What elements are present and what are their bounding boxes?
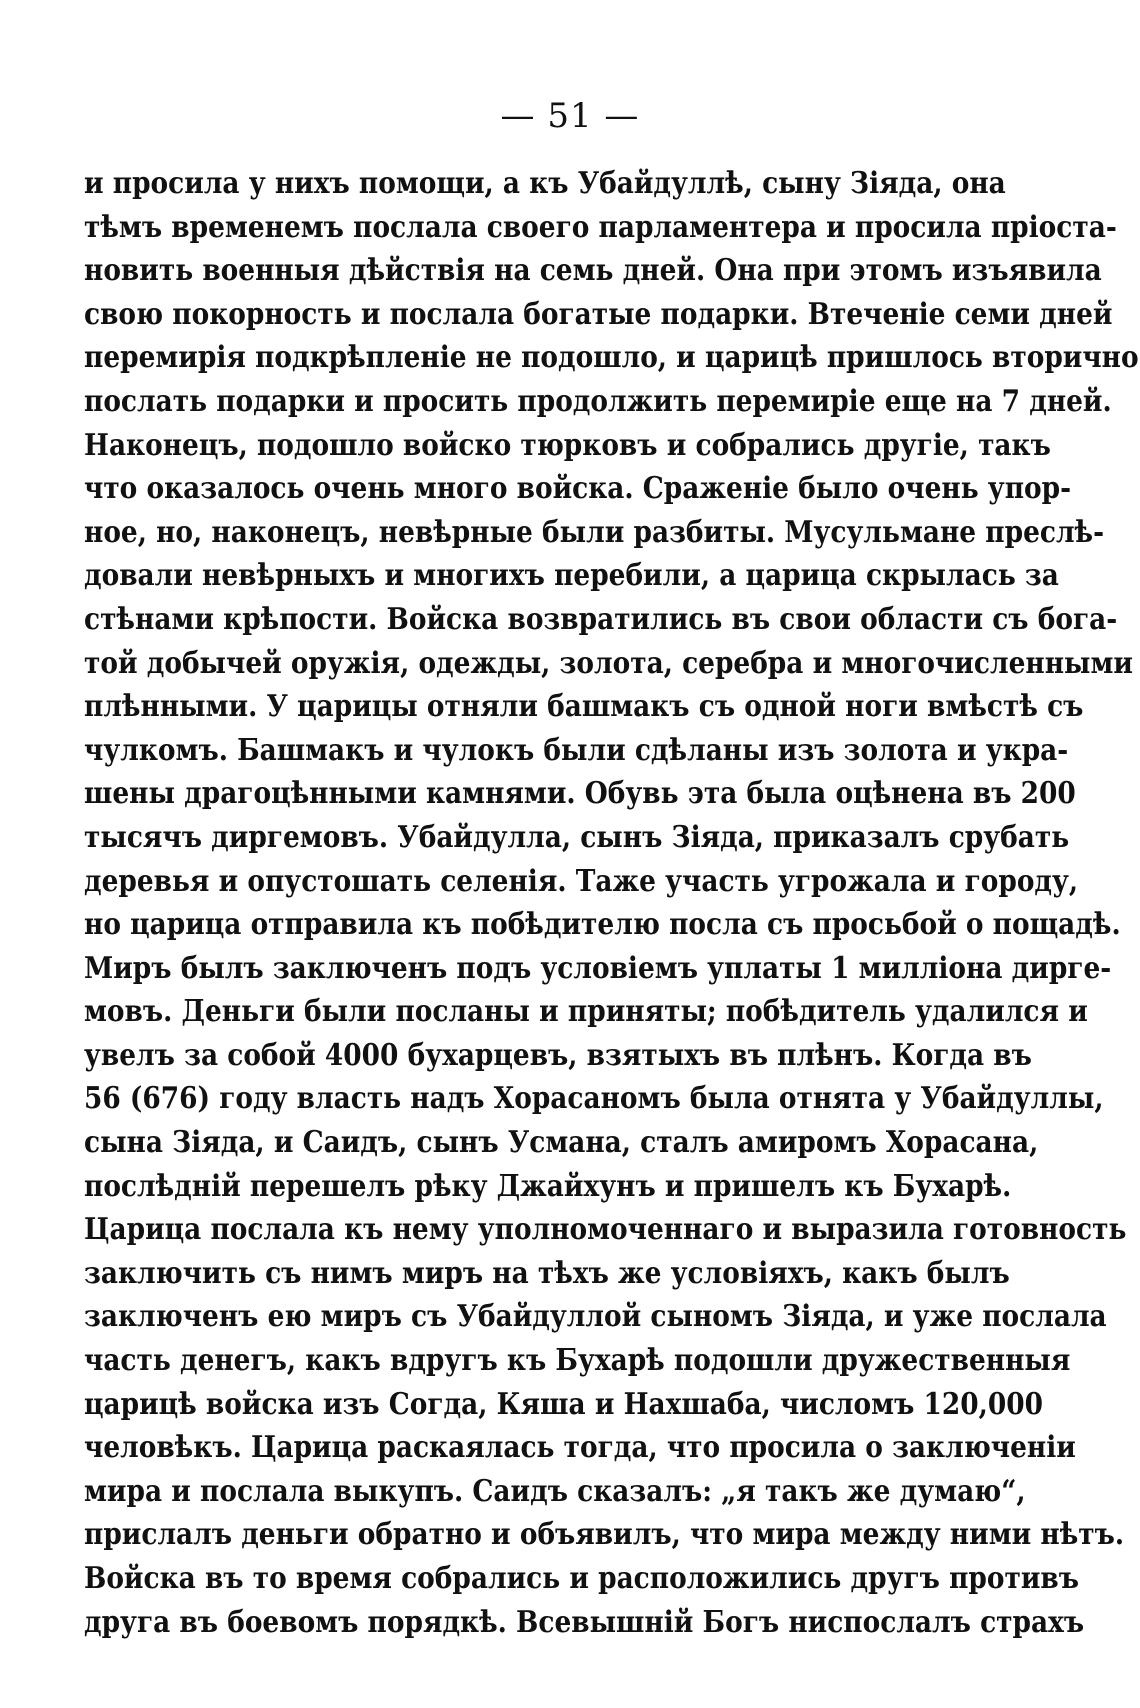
text-line: Наконецъ, подошло войско тюрковъ и собрались другіе, такъ [84,427,1051,463]
text-line: новить военныя дѣйствія на семь дней. Она при этомъ изъявила [84,253,1102,289]
text-line: 56 (676) году власть надъ Хорасаномъ была отнята у Убайдуллы, [84,1081,1104,1117]
text-line: шены драгоцѣнными камнями. Обувь эта была оцѣнена въ 200 [84,776,1076,812]
text-line: человѣкъ. Царица раскаялась тогда, что просила о заключеніи [84,1430,1076,1466]
text-line: часть денегъ, какъ вдругъ къ Бухарѣ подошли дружественныя [84,1343,1071,1379]
text-line: перемирія подкрѣпленіе не подошло, и царицѣ пришлось вторично [84,340,1139,376]
text-line: что оказалось очень много войска. Сраженіе было очень упор- [84,471,1072,507]
text-line: плѣнными. У царицы отняли башмакъ съ одной ноги вмѣстѣ съ [84,689,1084,725]
text-line: сына Зіяда, и Саидъ, сынъ Усмана, сталъ амиромъ Хорасана, [84,1125,1039,1161]
text-line: тысячъ диргемовъ. Убайдулла, сынъ Зіяда, приказалъ срубать [84,819,1070,855]
text-line: и просила у нихъ помощи, а къ Убайдуллѣ, сыну Зіяда, она [84,166,1006,201]
page-number: — 51 — [500,96,640,136]
text-line: заключенъ ею миръ съ Убайдуллой сыномъ Зіяда, и уже послала [84,1299,1107,1335]
text-line: довали невѣрныхъ и многихъ перебили, а царица скрылась за [84,558,1059,594]
text-line: послать подарки и просить продолжить перемиріе еще на 7 дней. [84,383,1112,419]
text-line: свою покорность и послала богатые подарки. Втеченіе семи дней [84,296,1113,332]
text-line: прислалъ деньги обратно и объявилъ, что мира между ними нѣтъ. [84,1517,1125,1553]
text-line: Войска въ то время собрались и расположились другъ противъ [84,1561,1080,1596]
text-line: деревья и опустошать селенія. Таже участь угрожала и городу, [84,863,1079,899]
text-line: послѣдній перешелъ рѣку Джайхунъ и пришелъ къ Бухарѣ. [84,1168,1012,1204]
text-line: Миръ былъ заключенъ подъ условіемъ уплаты 1 милліона дирге- [84,950,1112,986]
text-line: друга въ боевомъ порядкѣ. Всевышній Богъ ниспослалъ страхъ [84,1604,1085,1640]
text-line: мовъ. Деньги были посланы и приняты; побѣдитель удалился и [84,994,1088,1030]
text-line: стѣнами крѣпости. Войска возвратились въ свои области съ бога- [84,601,1118,637]
text-line: царицѣ войска изъ Согда, Кяша и Нахшаба, числомъ 120,000 [84,1386,1043,1422]
body-text [84,162,1139,1644]
text-line: мира и послала выкупъ. Саидъ сказалъ: „я такъ же думаю“, [84,1473,1026,1509]
text-line: той добычей оружія, одежды, золота, серебра и многочисленными [84,645,1134,681]
text-line: Царица послала къ нему уполномоченнаго и выразила готовность [84,1212,1127,1248]
text-line: ное, но, наконецъ, невѣрные были разбиты. Мусульмане преслѣ- [84,514,1105,550]
text-line: тѣмъ временемъ послала своего парламентера и просила пріоста- [84,209,1117,245]
text-line: чулкомъ. Башмакъ и чулокъ были сдѣланы изъ золота и укра- [84,732,1069,768]
text-line: но царица отправила къ побѣдителю посла съ просьбой о пощадѣ. [84,907,1121,943]
text-line: заключить съ нимъ миръ на тѣхъ же условіяхъ, какъ былъ [84,1255,1010,1291]
text-line: увелъ за собой 4000 бухарцевъ, взятыхъ въ плѣнъ. Когда въ [84,1037,1032,1073]
